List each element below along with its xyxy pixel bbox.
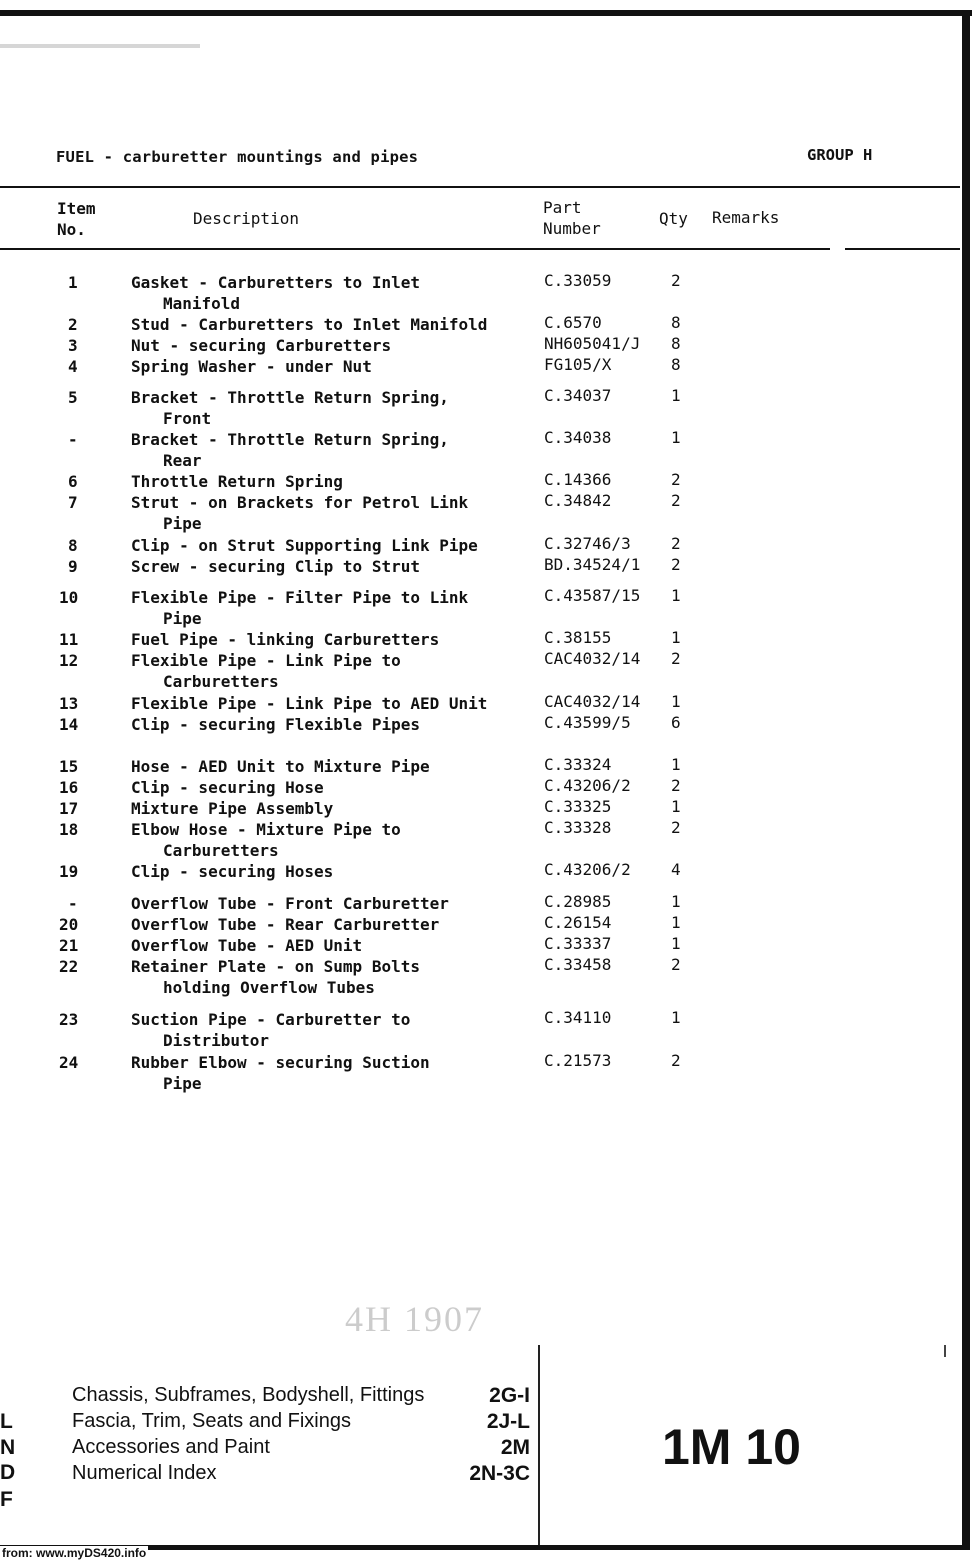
quantity: 2: [671, 491, 681, 510]
column-header-remarks: Remarks: [712, 208, 780, 227]
quantity: 8: [671, 355, 681, 374]
corner-mark: [944, 1345, 946, 1357]
item-number: 22: [59, 957, 79, 976]
part-number: CAC4032/14: [544, 692, 641, 711]
quantity: 1: [671, 913, 681, 932]
item-number: 23: [59, 1010, 79, 1029]
description: Flexible Pipe - Filter Pipe to Link: [131, 588, 469, 607]
part-number: C.43206/2: [544, 860, 631, 879]
part-number: C.33458: [544, 955, 612, 974]
item-number: 16: [59, 778, 79, 797]
index-entry-label: Accessories and Paint: [72, 1436, 270, 1458]
quantity: 1: [671, 586, 681, 605]
part-number: C.43587/15: [544, 586, 641, 605]
part-number: C.6570: [544, 313, 602, 332]
faded-stamp: 4H 1907: [345, 1299, 484, 1339]
part-number: C.26154: [544, 913, 612, 932]
item-number: 20: [59, 915, 79, 934]
column-header-qty: Qty: [659, 209, 688, 228]
index-entry-label: Numerical Index: [72, 1462, 217, 1484]
description: Overflow Tube - Rear Carburetter: [131, 915, 440, 934]
item-number: 7: [68, 493, 78, 512]
description-continued: Carburetters: [163, 841, 279, 860]
part-number: C.33059: [544, 271, 612, 290]
item-number: 14: [59, 715, 79, 734]
quantity: 2: [671, 1051, 681, 1070]
description: Rubber Elbow - securing Suction: [131, 1053, 430, 1072]
item-number: 1: [68, 273, 78, 292]
quantity: 1: [671, 755, 681, 774]
description: Nut - securing Carburetters: [131, 336, 392, 355]
column-header-item-line2: No.: [57, 220, 86, 239]
part-number: C.34038: [544, 428, 612, 447]
item-number: 3: [68, 336, 78, 355]
item-number: 21: [59, 936, 79, 955]
description: Clip - securing Hoses: [131, 862, 334, 881]
item-number: 19: [59, 862, 79, 881]
quantity: 2: [671, 955, 681, 974]
index-entry-label: Fascia, Trim, Seats and Fixings: [72, 1410, 351, 1432]
description-continued: Pipe: [163, 1074, 202, 1093]
item-number: 18: [59, 820, 79, 839]
part-number: C.43206/2: [544, 776, 631, 795]
description: Fuel Pipe - linking Carburetters: [131, 630, 440, 649]
part-number: C.21573: [544, 1051, 612, 1070]
quantity: 1: [671, 386, 681, 405]
quantity: 6: [671, 713, 681, 732]
quantity: 1: [671, 692, 681, 711]
quantity: 2: [671, 649, 681, 668]
edge-letter: L: [0, 1410, 13, 1433]
quantity: 2: [671, 271, 681, 290]
description: Overflow Tube - Front Carburetter: [131, 894, 449, 913]
description: Bracket - Throttle Return Spring,: [131, 388, 449, 407]
column-header-description: Description: [193, 209, 299, 228]
description: Hose - AED Unit to Mixture Pipe: [131, 757, 430, 776]
part-number: C.33325: [544, 797, 612, 816]
index-divider: [538, 1345, 540, 1545]
edge-letter: N: [0, 1436, 16, 1459]
description-continued: Manifold: [163, 294, 241, 313]
description-continued: Distributor: [163, 1031, 269, 1050]
description-continued: Pipe: [163, 514, 202, 533]
index-entry-label: Chassis, Subframes, Bodyshell, Fittings: [72, 1384, 425, 1406]
item-number: 2: [68, 315, 78, 334]
description: Strut - on Brackets for Petrol Link: [131, 493, 469, 512]
item-number: 17: [59, 799, 79, 818]
description-continued: holding Overflow Tubes: [163, 978, 375, 997]
quantity: 4: [671, 860, 681, 879]
description: Mixture Pipe Assembly: [131, 799, 334, 818]
quantity: 1: [671, 797, 681, 816]
part-number: C.43599/5: [544, 713, 631, 732]
item-number: 11: [59, 630, 79, 649]
description: Clip - on Strut Supporting Link Pipe: [131, 536, 478, 555]
part-number: C.38155: [544, 628, 612, 647]
part-number: CAC4032/14: [544, 649, 641, 668]
item-number: 5: [68, 388, 78, 407]
quantity: 1: [671, 934, 681, 953]
quantity: 1: [671, 1008, 681, 1027]
quantity: 2: [671, 818, 681, 837]
part-number: C.34842: [544, 491, 612, 510]
part-number: C.34037: [544, 386, 612, 405]
quantity: 1: [671, 428, 681, 447]
quantity: 2: [671, 534, 681, 553]
description: Spring Washer - under Nut: [131, 357, 372, 376]
quantity: 8: [671, 334, 681, 353]
description: Elbow Hose - Mixture Pipe to: [131, 820, 401, 839]
quantity: 2: [671, 555, 681, 574]
description: Stud - Carburetters to Inlet Manifold: [131, 315, 488, 334]
column-header-part-line2: Number: [543, 219, 601, 238]
quantity: 1: [671, 628, 681, 647]
description-continued: Carburetters: [163, 672, 279, 691]
item-number: 15: [59, 757, 79, 776]
item-number: 9: [68, 557, 78, 576]
source-credit: from: www.myDS420.info: [2, 1546, 147, 1560]
description: Flexible Pipe - Link Pipe to: [131, 651, 401, 670]
item-number: -: [68, 430, 78, 449]
description-continued: Pipe: [163, 609, 202, 628]
part-number: BD.34524/1: [544, 555, 641, 574]
description: Retainer Plate - on Sump Bolts: [131, 957, 420, 976]
edge-letter: F: [0, 1488, 13, 1511]
description: Throttle Return Spring: [131, 472, 343, 491]
description-continued: Front: [163, 409, 212, 428]
edge-letter: D: [0, 1461, 16, 1484]
description: Overflow Tube - AED Unit: [131, 936, 363, 955]
description: Screw - securing Clip to Strut: [131, 557, 420, 576]
part-number: C.34110: [544, 1008, 612, 1027]
index-entry-code: 2N-3C: [469, 1462, 530, 1485]
part-number: C.14366: [544, 470, 612, 489]
part-number: FG105/X: [544, 355, 612, 374]
part-number: C.33324: [544, 755, 612, 774]
quantity: 8: [671, 313, 681, 332]
part-number: C.32746/3: [544, 534, 631, 553]
description-continued: Rear: [163, 451, 202, 470]
column-header-item-line1: Item: [57, 199, 96, 218]
item-number: 4: [68, 357, 78, 376]
description: Flexible Pipe - Link Pipe to AED Unit: [131, 694, 488, 713]
part-number: NH605041/J: [544, 334, 641, 353]
part-number: C.28985: [544, 892, 612, 911]
quantity: 2: [671, 470, 681, 489]
quantity: 1: [671, 892, 681, 911]
item-number: 6: [68, 472, 78, 491]
item-number: 13: [59, 694, 79, 713]
section-title: FUEL - carburetter mountings and pipes: [56, 148, 419, 166]
page-identifier: 1M 10: [662, 1419, 801, 1475]
description: Clip - securing Flexible Pipes: [131, 715, 420, 734]
item-number: -: [68, 894, 78, 913]
group-label: GROUP H: [807, 146, 873, 164]
item-number: 10: [59, 588, 79, 607]
quantity: 2: [671, 776, 681, 795]
item-number: 12: [59, 651, 79, 670]
column-header-part-line1: Part: [543, 198, 582, 217]
index-entry-code: 2G-I: [489, 1384, 530, 1407]
item-number: 24: [59, 1053, 79, 1072]
description: Suction Pipe - Carburetter to: [131, 1010, 411, 1029]
index-entry-code: 2J-L: [486, 1410, 530, 1433]
part-number: C.33328: [544, 818, 612, 837]
index-entry-code: 2M: [500, 1436, 530, 1459]
description: Bracket - Throttle Return Spring,: [131, 430, 449, 449]
description: Gasket - Carburetters to Inlet: [131, 273, 420, 292]
description: Clip - securing Hose: [131, 778, 324, 797]
item-number: 8: [68, 536, 78, 555]
part-number: C.33337: [544, 934, 612, 953]
